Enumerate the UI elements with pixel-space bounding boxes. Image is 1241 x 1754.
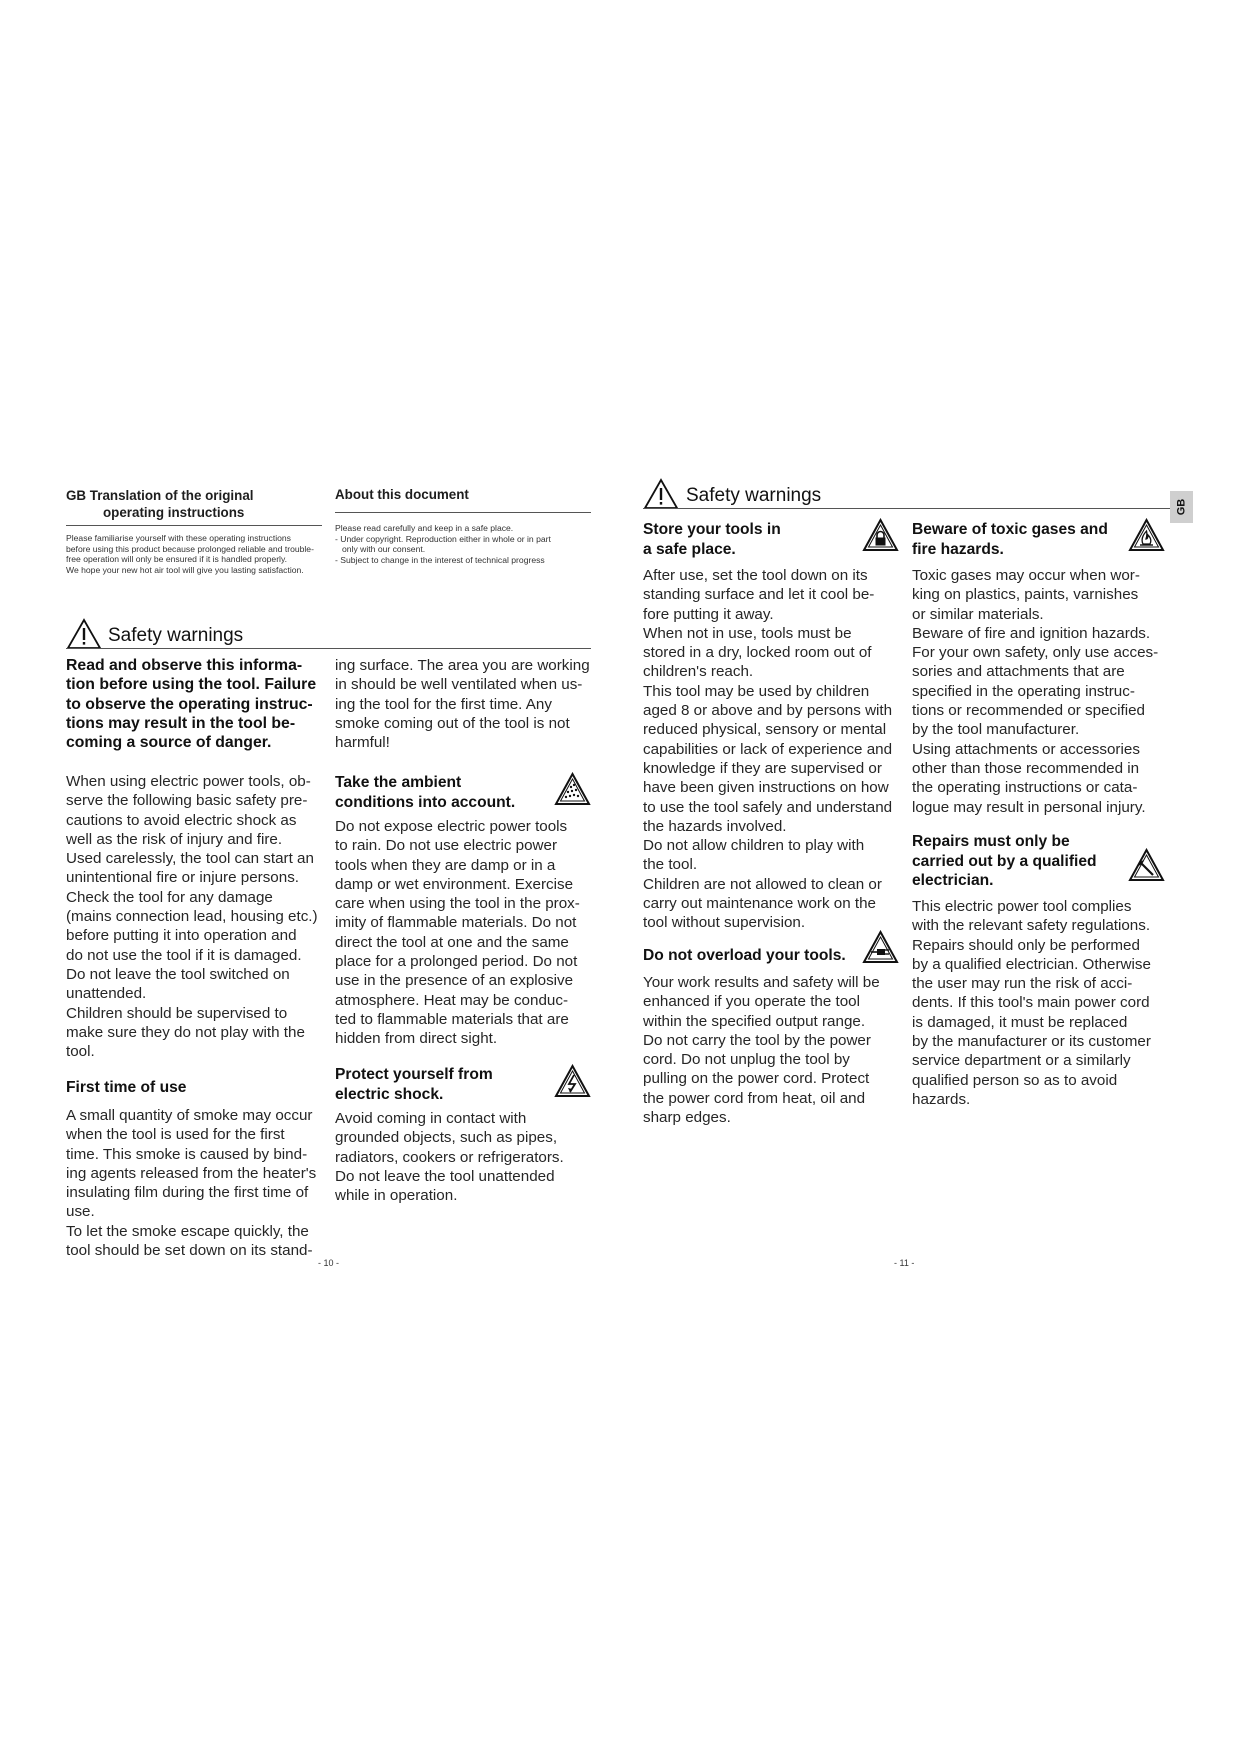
about-title: About this document — [335, 487, 469, 502]
section-title-right: Safety warnings — [686, 485, 822, 506]
overload-title: Do not overload your tools. — [643, 947, 846, 964]
text-line: the operating instructions or cata- — [912, 779, 1138, 797]
text-line: aged 8 or above and by persons with — [643, 702, 893, 720]
text-line: Used carelessly, the tool can start an — [66, 850, 314, 868]
lead-warning — [66, 656, 328, 752]
text-line: Do not allow children to play with — [643, 837, 865, 855]
store-title — [643, 520, 781, 559]
title-line: carried out by a qualified — [912, 852, 1097, 870]
text-line: smoke coming out of the tool is not — [335, 714, 570, 732]
text-line: Using attachments or accessories — [912, 740, 1140, 758]
doc-title-line1: GB Translation of the original — [66, 488, 254, 503]
text-line: dents. If this tool's main power cord — [912, 994, 1150, 1012]
title-line: conditions into account. — [335, 793, 516, 811]
text-line: the user may run the risk of acci- — [912, 975, 1133, 993]
doc-title — [66, 487, 316, 521]
text-line: is damaged, it must be replaced — [912, 1013, 1128, 1031]
text-line: atmosphere. Heat may be conduc- — [335, 991, 568, 1009]
section-rule-left — [66, 648, 591, 649]
warning-triangle-icon — [643, 478, 679, 510]
text-line: while in operation. — [335, 1187, 458, 1205]
section-rule-right — [643, 508, 1180, 509]
text-line: by a qualified electrician. Otherwise — [912, 955, 1151, 973]
text-line: This tool may be used by children — [643, 682, 870, 700]
text-line: Children should be supervised to — [66, 1004, 288, 1022]
text-line: within the specified output range. — [643, 1012, 866, 1030]
title-line: Store your tools in — [643, 521, 781, 538]
text-line: standing surface and let it cool be- — [643, 586, 875, 604]
text-line: tool without supervision. — [643, 914, 806, 932]
text-line: imity of flammable materials. Do not — [335, 914, 577, 932]
text-line: knowledge if they are supervised or — [643, 759, 882, 777]
text-line: damp or wet environment. Exercise — [335, 875, 574, 893]
text-line: place for a prolonged period. Do not — [335, 953, 578, 971]
title-line: electric shock. — [335, 1085, 444, 1103]
text-line: reduced physical, sensory or mental — [643, 721, 887, 739]
text-line: Do not leave the tool unattended — [335, 1167, 555, 1185]
toxic-text — [912, 566, 1187, 817]
text-line: This electric power tool complies — [912, 898, 1132, 915]
text-line: tool should be set down on its stand- — [66, 1242, 313, 1260]
text-line: time. This smoke is caused by bind- — [66, 1145, 308, 1163]
lead-line: tions may result in the tool be- — [66, 714, 296, 732]
text-line: unintentional fire or injure persons. — [66, 869, 300, 887]
warning-triangle-icon — [66, 618, 102, 650]
lead-line: tion before using the tool. Failure — [66, 676, 317, 694]
text-line: Avoid coming in contact with — [335, 1110, 527, 1127]
text-line: (mains connection lead, housing etc.) — [66, 908, 318, 926]
language-tab-label: GB — [1175, 498, 1188, 516]
text-line: use in the presence of an explosive — [335, 972, 574, 990]
repairs-title — [912, 832, 1097, 891]
title-line: Protect yourself from — [335, 1066, 493, 1083]
electric-shock-warning-icon — [554, 1064, 591, 1098]
text-line: Children are not allowed to clean or — [643, 875, 882, 893]
text-line: qualified person so as to avoid — [912, 1071, 1118, 1089]
text-line: by the manufacturer or its customer — [912, 1033, 1151, 1051]
text-line: ing the tool for the first time. Any — [335, 695, 552, 713]
text-line: sories and attachments that are — [912, 663, 1125, 681]
text-line: or similar materials. — [912, 605, 1044, 623]
intro-paragraph: Please familiarise yourself with these operating instructions before using this product because prolonged reliable and trouble-free operation will only be ensured if it is handled properly. — [66, 533, 314, 565]
title-line: Beware of toxic gases and — [912, 521, 1108, 538]
text-line: unattended. — [66, 985, 147, 1003]
text-line: Do not expose electric power tools — [335, 818, 568, 835]
text-line: A small quantity of smoke may occur — [66, 1107, 313, 1124]
doc-title-line2: operating instructions — [103, 505, 245, 520]
about-text — [335, 523, 591, 565]
first-use-title: First time of use — [66, 1079, 187, 1096]
text-line: in should be well ventilated when us- — [335, 676, 583, 694]
repairs-text — [912, 897, 1187, 1109]
text-line: insulating film during the first time of — [66, 1184, 309, 1202]
lead-line: to observe the operating instruc- — [66, 695, 313, 713]
text-line: radiators, cookers or refrigerators. — [335, 1148, 564, 1166]
header-rule-right — [335, 512, 591, 513]
lead-line: coming a source of danger. — [66, 734, 272, 752]
fire-warning-icon — [1128, 518, 1165, 552]
text-line: the tool. — [643, 856, 698, 874]
text-line: care when using the tool in the prox- — [335, 895, 580, 913]
text-line: sharp edges. — [643, 1109, 731, 1127]
about-line: - Under copyright. Reproduction either in whole or in part — [335, 533, 551, 544]
rain-warning-icon — [554, 772, 591, 806]
text-line: before putting it into operation and — [66, 927, 297, 945]
first-use-continued — [335, 656, 605, 752]
page-number-left: - 10 - — [318, 1258, 340, 1268]
text-line: use. — [66, 1203, 95, 1221]
text-line: capabilities or lack of experience and — [643, 740, 893, 758]
text-line: other than those recommended in — [912, 759, 1140, 777]
about-line: Please read carefully and keep in a safe place. — [335, 523, 514, 533]
text-line: with the relevant safety regulations. — [912, 917, 1151, 935]
text-line: children's reach. — [643, 663, 754, 681]
text-line: service department or a similarly — [912, 1052, 1131, 1070]
text-line: logue may result in personal injury. — [912, 798, 1146, 816]
text-line: fore putting it away. — [643, 605, 774, 623]
text-line: make sure they do not play with the — [66, 1023, 305, 1041]
text-line: the power cord from heat, oil and — [643, 1089, 866, 1107]
text-line: well as the risk of injury and fire. — [66, 830, 283, 848]
text-line: ing agents released from the heater's — [66, 1164, 317, 1182]
ambient-title — [335, 773, 515, 812]
text-line: to use the tool safely and understand — [643, 798, 893, 816]
text-line: carry out maintenance work on the — [643, 895, 876, 913]
intro-text — [66, 533, 316, 575]
text-line: When using electric power tools, ob- — [66, 773, 311, 790]
page-number-right: - 11 - — [894, 1258, 915, 1268]
title-line: Take the ambient — [335, 774, 462, 791]
ambient-text — [335, 817, 605, 1049]
about-line: only with our consent. — [342, 544, 426, 555]
shock-title — [335, 1065, 493, 1104]
text-line: specified in the operating instruc- — [912, 682, 1135, 700]
text-line: do not use the tool if it is damaged. — [66, 946, 302, 964]
title-line: a safe place. — [643, 540, 736, 558]
text-line: enhanced if you operate the tool — [643, 993, 861, 1011]
text-line: stored in a dry, locked room out of — [643, 644, 872, 662]
header-rule-left — [66, 525, 322, 526]
shock-text — [335, 1109, 605, 1205]
text-line: To let the smoke escape quickly, the — [66, 1222, 309, 1240]
text-line: to rain. Do not use electric power — [335, 837, 558, 855]
text-line: direct the tool at one and the same — [335, 933, 569, 951]
text-line: the hazards involved. — [643, 817, 787, 835]
lock-warning-icon — [862, 518, 899, 552]
text-line: Do not carry the tool by the power — [643, 1031, 871, 1049]
text-line: Toxic gases may occur when wor- — [912, 567, 1140, 584]
text-line: harmful! — [335, 734, 390, 752]
text-line: tools when they are damp or in a — [335, 856, 556, 874]
plug-warning-icon — [862, 930, 899, 964]
text-line: After use, set the tool down on its — [643, 567, 868, 584]
tool-repair-warning-icon — [1128, 848, 1165, 882]
overload-text — [643, 973, 913, 1127]
text-line: ted to flammable materials that are — [335, 1010, 569, 1028]
text-line: grounded objects, such as pipes, — [335, 1129, 558, 1147]
text-line: cord. Do not unplug the tool by — [643, 1051, 850, 1069]
intro-paragraph-2: We hope your new hot air tool will give you lasting satisfaction. — [66, 564, 304, 575]
text-line: cautions to avoid electric shock as — [66, 811, 297, 829]
text-line: tool. — [66, 1043, 95, 1061]
about-line: - Subject to change in the interest of technical progress — [335, 554, 545, 565]
text-line: When not in use, tools must be — [643, 624, 852, 642]
text-line: Repairs should only be performed — [912, 936, 1140, 954]
section-title-left: Safety warnings — [108, 625, 244, 646]
text-line: pulling on the power cord. Protect — [643, 1070, 870, 1088]
text-line: when the tool is used for the first — [66, 1126, 285, 1144]
title-line: Repairs must only be — [912, 833, 1070, 850]
text-line: ing surface. The area you are working — [335, 657, 590, 674]
text-line: Your work results and safety will be — [643, 974, 880, 991]
text-line: tions or recommended or specified — [912, 702, 1145, 720]
title-line: fire hazards. — [912, 540, 1004, 558]
text-line: king on plastics, paints, varnishes — [912, 586, 1139, 604]
text-line: Check the tool for any damage — [66, 888, 273, 906]
text-line: hidden from direct sight. — [335, 1030, 498, 1048]
title-line: electrician. — [912, 872, 994, 889]
basic-precautions — [66, 772, 336, 1061]
text-line: hazards. — [912, 1090, 971, 1108]
store-text — [643, 566, 913, 933]
text-line: by the tool manufacturer. — [912, 721, 1080, 739]
text-line: serve the following basic safety pre- — [66, 792, 308, 810]
language-tab — [1170, 491, 1193, 523]
first-use-text — [66, 1106, 336, 1260]
lead-line: Read and observe this informa- — [66, 657, 303, 674]
text-line: have been given instructions on how — [643, 779, 889, 797]
text-line: Beware of fire and ignition hazards. — [912, 624, 1151, 642]
text-line: For your own safety, only use acces- — [912, 644, 1159, 662]
text-line: Do not leave the tool switched on — [66, 965, 290, 983]
toxic-title — [912, 520, 1108, 559]
